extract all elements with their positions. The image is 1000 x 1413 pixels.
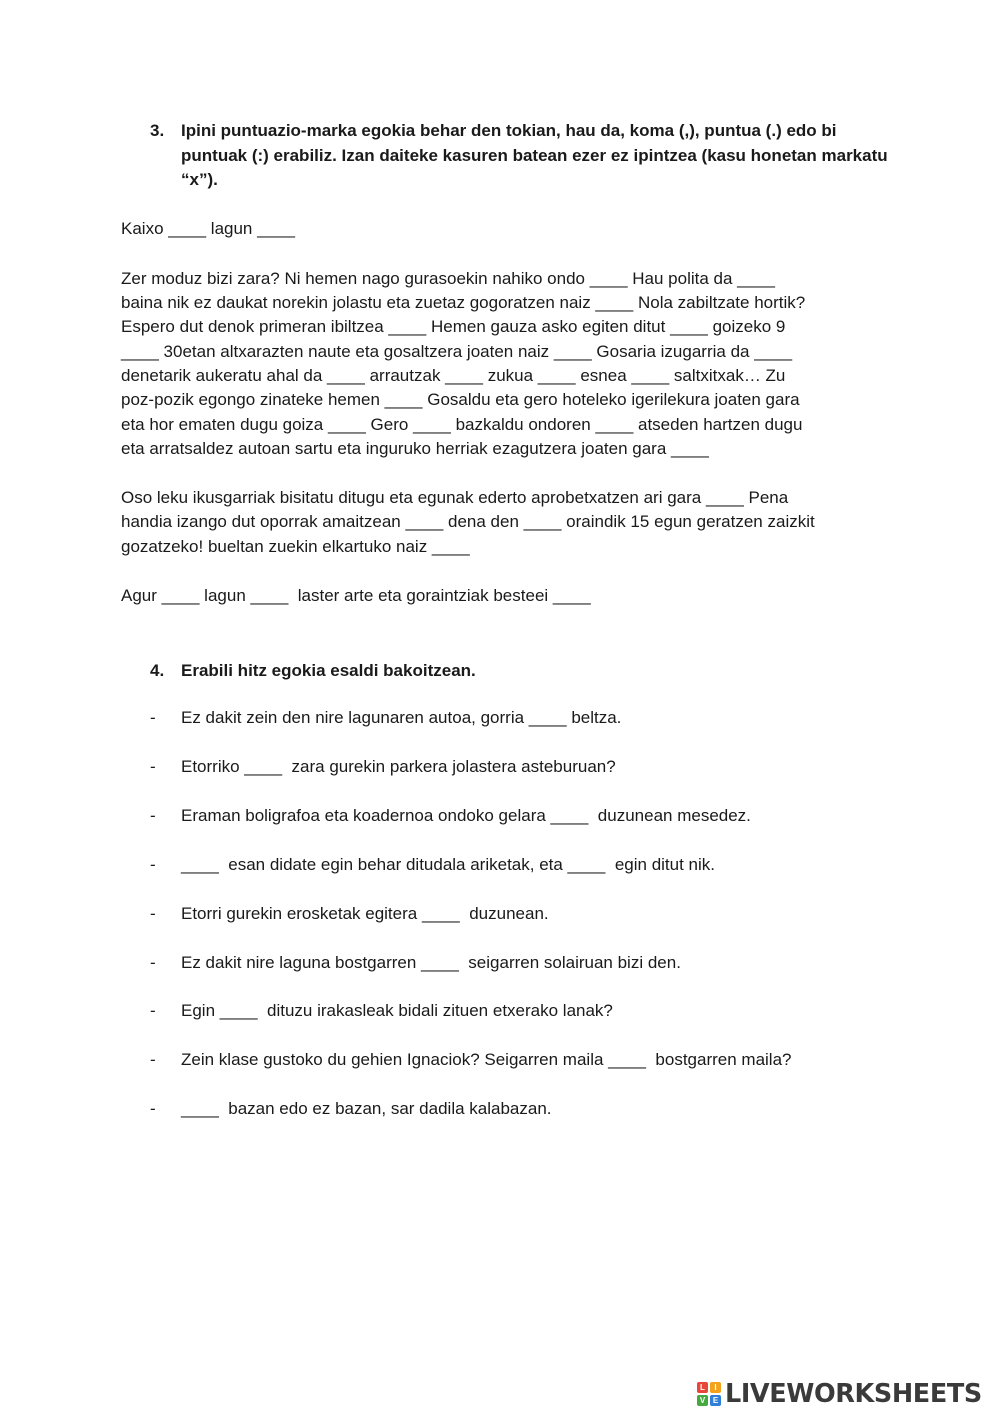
bullet-dash: - [150,1099,156,1118]
bullet-dash: - [150,953,156,972]
list-item-text: Etorri gurekin erosketak egitera ____ duzunean. [181,904,549,923]
logo-tile: L [697,1382,708,1393]
list-item [150,1099,552,1159]
text-line: eta arratsaldez autoan sartu eta inguruko herriak ezagutzera joaten gara ____ [121,439,709,458]
bullet-dash: - [150,855,156,874]
section-3-number: 3. [150,121,165,140]
bullet-dash: - [150,757,156,776]
section-4-instruction: Erabili hitz egokia esaldi bakoitzean. [181,661,476,680]
section-4-heading [150,659,890,684]
text-line: handia izango dut oporrak amaitzean ____ dena den ____ oraindik 15 egun geratzen zaizkit [121,512,815,531]
list-item-text: Egin ____ dituzu irakasleak bidali zituen etxerako lanak? [181,1001,613,1020]
list-item-text: Ez dakit nire laguna bostgarren ____ seigarren solairuan bizi den. [181,953,681,972]
list-item-text: Zein klase gustoko du gehien Ignaciok? Seigarren maila ____ bostgarren maila? [181,1050,792,1069]
text-line: Oso leku ikusgarriak bisitatu ditugu eta egunak ederto aprobetxatzen ari gara ____ Pena [121,488,789,507]
bullet-dash: - [150,708,156,727]
section-4-number: 4. [150,661,165,680]
list-item-text: Ez dakit zein den nire lagunaren autoa, gorria ____ beltza. [181,708,622,727]
list-item-text: Eraman boligrafoa eta koadernoa ondoko gelara ____ duzunean mesedez. [181,806,751,825]
list-item-text: ____ esan didate egin behar ditudala ariketak, eta ____ egin ditut nik. [181,855,715,874]
text-line: eta hor ematen dugu goiza ____ Gero ____ bazkaldu ondoren ____ atseden hartzen dugu [121,415,803,434]
text-line: ____ 30etan altxarazten naute eta gosaltzera joaten naiz ____ Gosaria izugarria da ____ [121,342,793,361]
bullet-dash: - [150,1001,156,1020]
list-item-text: ____ bazan edo ez bazan, sar dadila kalabazan. [181,1099,552,1118]
text-line: baina nik ez daukat norekin jolastu eta zuetaz gogoratzen naiz ____ Nola zabiltzate hortik? [121,293,806,312]
logo-tile: V [697,1395,708,1406]
logo-text: LIVEWORKSHEETS [725,1379,982,1409]
text-line: Zer moduz bizi zara? Ni hemen nago gurasoekin nahiko ondo ____ Hau polita da ____ [121,269,775,288]
text-line: poz-pozik egongo zinateke hemen ____ Gosaldu eta gero hoteleko igerilekura joaten gara [121,390,800,409]
bullet-dash: - [150,806,156,825]
text-line: denetarik aukeratu ahal da ____ arrautzak ____ zukua ____ esnea ____ saltxitxak… Zu [121,366,786,385]
logo-tiles [697,1382,721,1406]
text-line: Espero dut denok primeran ibiltzea ____ Hemen gauza asko egiten ditut ____ goizeko 9 [121,317,786,336]
section-3-heading [150,119,890,193]
section-3-instruction: Ipini puntuazio-marka egokia behar den tokian, hau da, koma (,), puntua (.) edo bi puntuak (:) erabiliz. Izan daiteke kasuren batean ezer ez ipintzea (kasu honetan markatu “x”). [181,121,888,189]
bullet-dash: - [150,1050,156,1069]
logo-tile: E [710,1395,721,1406]
bullet-dash: - [150,904,156,923]
text-line: gozatzeko! bueltan zuekin elkartuko naiz ____ [121,537,470,556]
text-line: Agur ____ lagun ____ laster arte eta goraintziak besteei ____ [121,586,591,605]
logo-tile: I [710,1382,721,1393]
liveworksheets-logo[interactable] [697,1377,982,1411]
text-line: Kaixo ____ lagun ____ [121,219,295,238]
list-item-text: Etorriko ____ zara gurekin parkera jolastera asteburuan? [181,757,616,776]
